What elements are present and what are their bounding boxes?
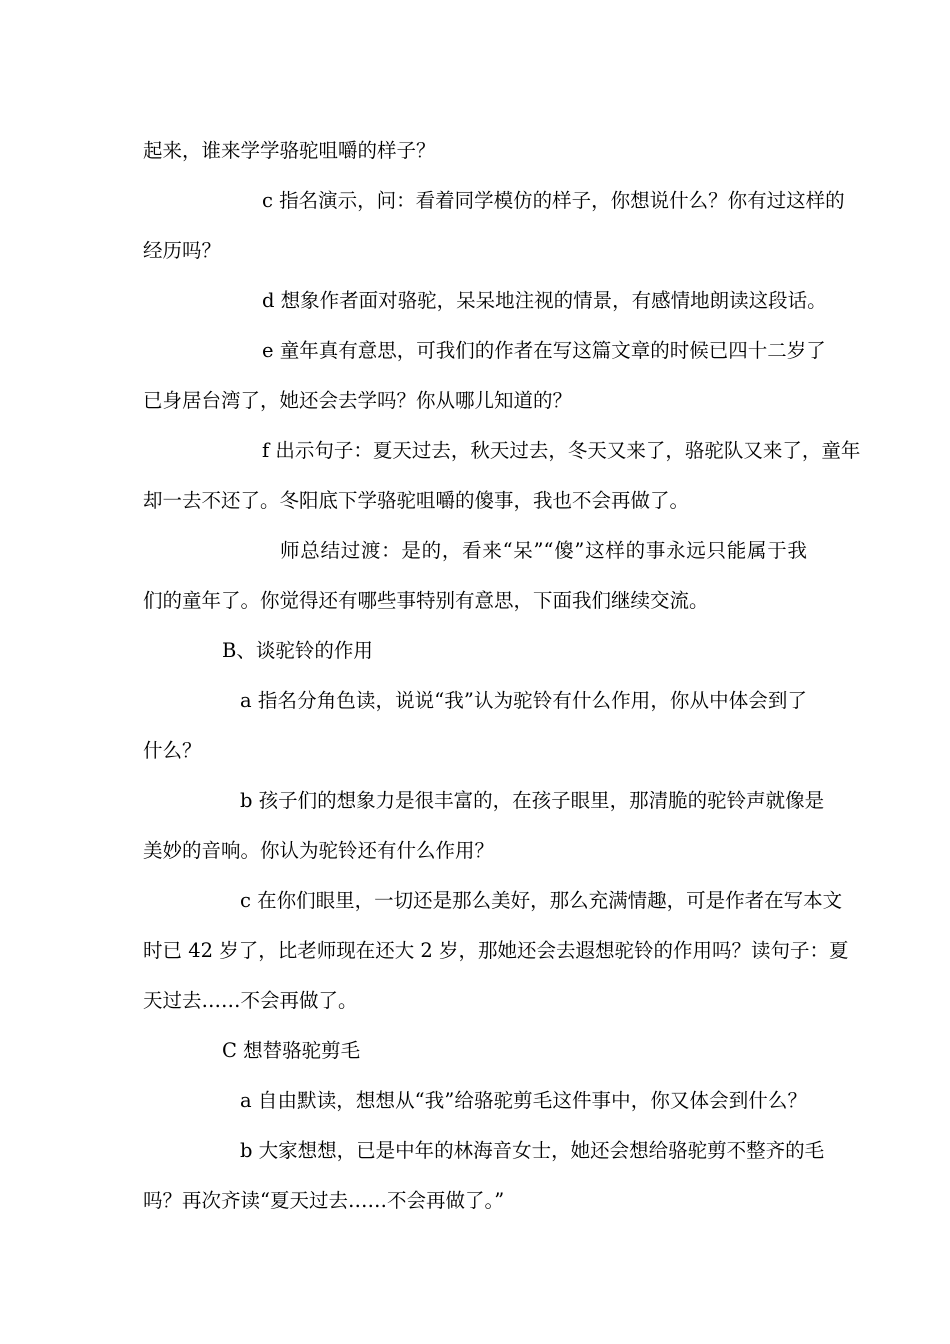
text-line-12: a 指名分角色读，说说“我”认为驼铃有什么作用，你从中体会到了 bbox=[240, 689, 807, 712]
text-line-6: 已身居台湾了，她还会去学吗？你从哪儿知道的？ bbox=[143, 389, 573, 412]
text-line-9: 师总结过渡：是的，看来“呆”“傻”这样的事永远只能属于我 bbox=[280, 539, 807, 562]
text-line-8: 却一去不还了。冬阳底下学骆驼咀嚼的傻事，我也不会再做了。 bbox=[143, 489, 690, 512]
text-line-15: 美妙的音响。你认为驼铃还有什么作用？ bbox=[143, 839, 495, 862]
text-line-10: 们的童年了。你觉得还有哪些事特别有意思，下面我们继续交流。 bbox=[143, 589, 709, 612]
section-heading-b: B、谈驼铃的作用 bbox=[222, 639, 373, 662]
text-line-18: 天过去……不会再做了。 bbox=[143, 989, 358, 1012]
text-line-21: b 大家想想，已是中年的林海音女士，她还会想给骆驼剪不整齐的毛 bbox=[240, 1139, 825, 1162]
text-line-17: 时已 42 岁了，比老师现在还大 2 岁，那她还会去遐想驼铃的作用吗？读句子：夏 bbox=[143, 939, 849, 962]
text-line-7: f 出示句子：夏天过去，秋天过去，冬天又来了，骆驼队又来了，童年 bbox=[262, 439, 861, 462]
text-line-22: 吗？再次齐读“夏天过去……不会再做了。” bbox=[143, 1189, 505, 1212]
text-line-3: 经历吗？ bbox=[143, 239, 222, 262]
section-heading-c: C 想替骆驼剪毛 bbox=[222, 1039, 361, 1062]
text-line-2: c 指名演示，问：看着同学模仿的样子，你想说什么？你有过这样的 bbox=[262, 189, 845, 212]
text-line-1: 起来，谁来学学骆驼咀嚼的样子？ bbox=[143, 139, 436, 162]
text-line-16: c 在你们眼里，一切还是那么美好，那么充满情趣，可是作者在写本文 bbox=[240, 889, 843, 912]
text-line-5: e 童年真有意思，可我们的作者在写这篇文章的时候已四十二岁了 bbox=[262, 339, 826, 362]
text-line-4: d 想象作者面对骆驼，呆呆地注视的情景，有感情地朗读这段话。 bbox=[262, 289, 827, 312]
text-line-13: 什么？ bbox=[143, 739, 202, 762]
text-line-20: a 自由默读，想想从“我”给骆驼剪毛这件事中，你又体会到什么？ bbox=[240, 1089, 807, 1112]
text-line-14: b 孩子们的想象力是很丰富的，在孩子眼里，那清脆的驼铃声就像是 bbox=[240, 789, 825, 812]
